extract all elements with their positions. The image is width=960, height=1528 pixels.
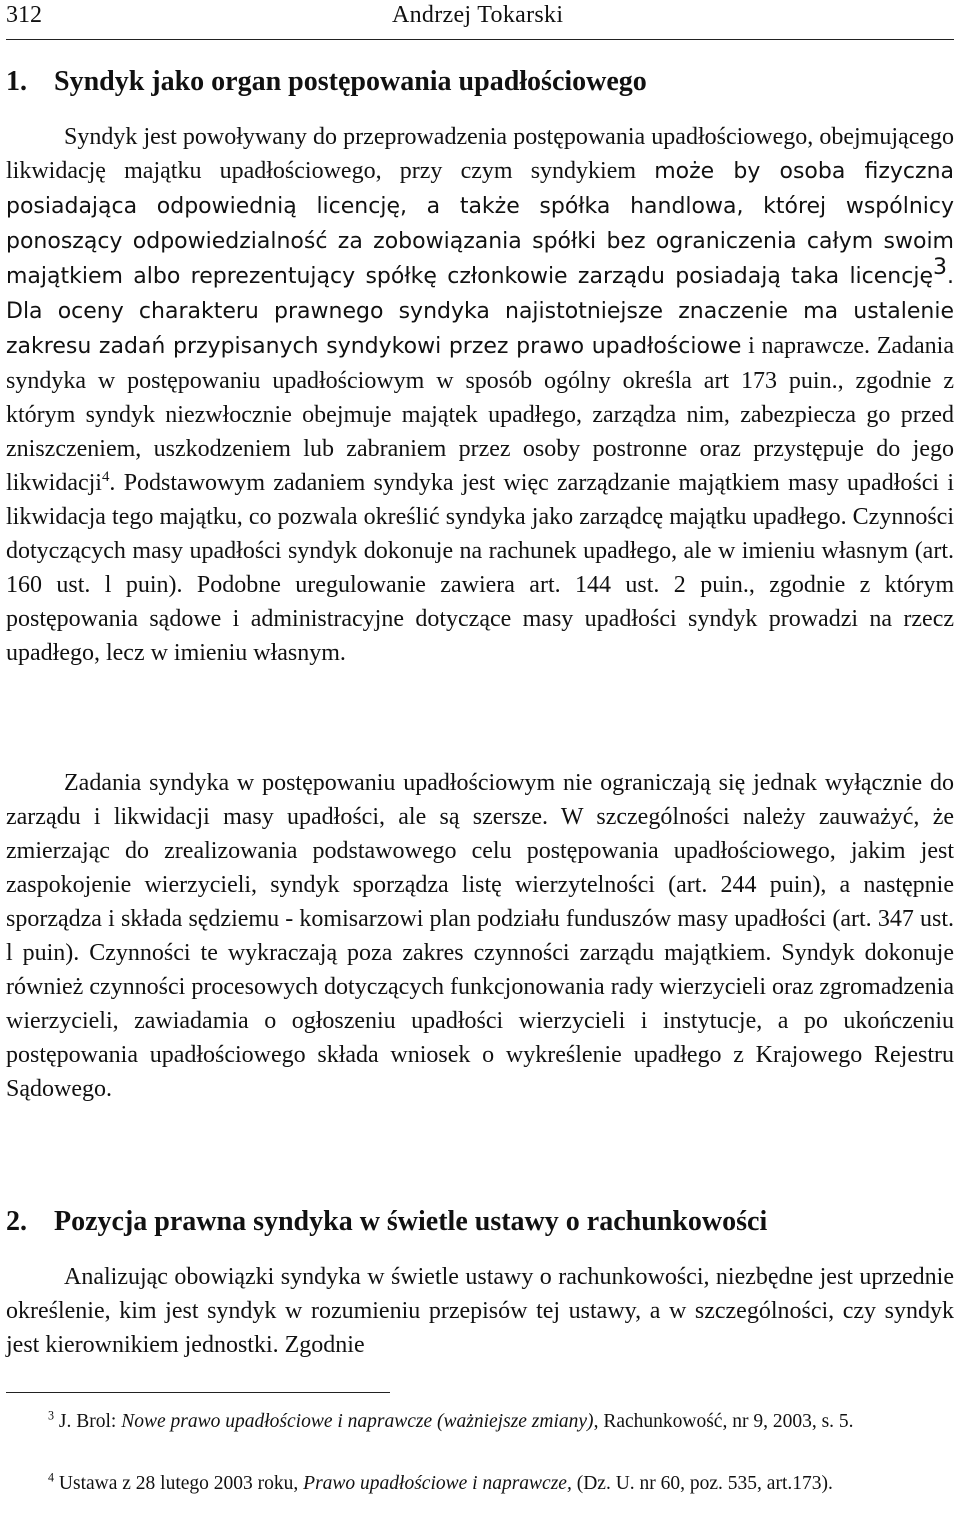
text-run: . [947,264,954,289]
section-2-number: 2. [6,1206,27,1237]
footnote-3 [6,1408,954,1436]
footnote-text: Ustawa z 28 lutego 2003 roku, [54,1473,304,1494]
running-header-author: Andrzej Tokarski [392,2,564,28]
text-run: i naprawcze. Zadania syndyka w postępowaniu upadłościowym w sposób ogólny określa art 173 puin., zgodnie z którym syndyk niezwłocznie obejmuje majątek upadłego, zarządza nim, zabezpiecza go przed zniszczeniem, uszkodzeniem lub zabraniem przez osoby postronne oraz przystępuje do jego likwidacji [6,333,955,496]
footnote-4 [6,1470,954,1498]
footnote-rule [6,1392,390,1393]
footnote-title: Prawo upadłościowe i naprawcze, [303,1473,572,1494]
section-1-number: 1. [6,66,27,97]
section-1-heading [6,66,647,98]
text-run: może by osoba fizyczna posiadająca odpowiednią licencję, a także spółka handlowa, której wspólnicy ponoszący odpowiedzialność za zobowiązania spółki bez ograniczenia całym swoim majątkiem albo reprezentujący spółkę członkowie zarządu posiadają taka licencję [6,159,954,289]
footnote-ref-4: 4 [101,469,110,485]
section-1-paragraph-2: Zadania syndyka w postępowaniu upadłościowym nie ograniczają się jednak wyłącznie do zarządu i likwidacji masy upadłości, ale są szersze. W szczególności należy zauważyć, że zmierzając do zrealizowania podstawowego celu postępowania upadłościowego, jakim jest zaspokojenie wierzycieli, syndyk sporządza listę wierzytelności (art. 244 puin), a następnie sporządza i składa sędziemu - komisarzowi plan podziału funduszów masy upadłości (art. 347 ust. l puin). Czynności te wykraczają poza zakres czynności zarządu majątkiem. Syndyk dokonuje również czynności procesowych dotyczących funkcjonowania rady wierzycieli oraz zgromadzenia wierzycieli, zawiadamia o ogłoszeniu upadłości wierzycieli i instytucje, a po ukończeniu postępowania upadłościowego składa wniosek o wykreślenie upadłego z Krajowego Rejestru Sądowego. [6,770,954,1102]
section-2-title: Pozycja prawna syndyka w świetle ustawy o rachunkowości [54,1206,768,1237]
section-2-paragraph-1: Analizując obowiązki syndyka w świetle ustawy o rachunkowości, niezbędne jest uprzednie określenie, kim jest syndyk w rozumieniu przepisów tej ustawy, a w szczególności, czy syndyk jest kierownikiem jednostki. Zgodnie [6,1264,954,1358]
page-number: 312 [6,2,42,28]
footnote-text: J. Brol: [54,1411,122,1432]
text-run: Syndyk jest powoływany do przeprowadzenia postępowania upadłościowego, obejmującego likwidację majątku upadłościowego, przy czym syndykiem [6,124,954,184]
section-1-title: Syndyk jako organ postępowania upadłościowego [54,66,647,97]
footnote-mark: 3 [48,1408,55,1423]
footnote-title: Nowe prawo upadłościowe i naprawcze (ważniejsze zmiany) [121,1411,594,1432]
running-header [6,0,954,36]
text-run: . Podstawowym zadaniem syndyka jest więc zarządzanie majątkiem masy upadłości i likwidacja tego majątku, co pozwala określić syndyka jako zarządcę majątku upadłego. Czynności dotyczących masy upadłości syndyk dokonuje na rachunek upadłego, ale w imieniu własnym (art. 160 ust. l puin). Podobne uregulowanie zawiera art. 144 ust. 2 puin., zgodnie z którym postępowania sądowe i administracyjne dotyczące masy upadłości syndyk prowadzi na rzecz upadłego, lecz w imieniu własnym. [6,470,954,666]
footnote-text: (Dz. U. nr 60, poz. 535, art.173). [571,1473,833,1494]
section-2-heading [6,1206,767,1238]
section-1-paragraph-1 [6,120,954,670]
footnote-text: , Rachunkowość, nr 9, 2003, s. 5. [593,1411,854,1432]
text-run: Dla oceny charakteru prawnego syndyka najistotniejsze znaczenie ma ustalenie zakresu zadań przypisanych syndykowi przez prawo upadłościowe [6,299,954,359]
footnote-ref-3: 3 [933,255,947,280]
header-rule [6,39,954,40]
footnote-mark: 4 [48,1470,55,1485]
